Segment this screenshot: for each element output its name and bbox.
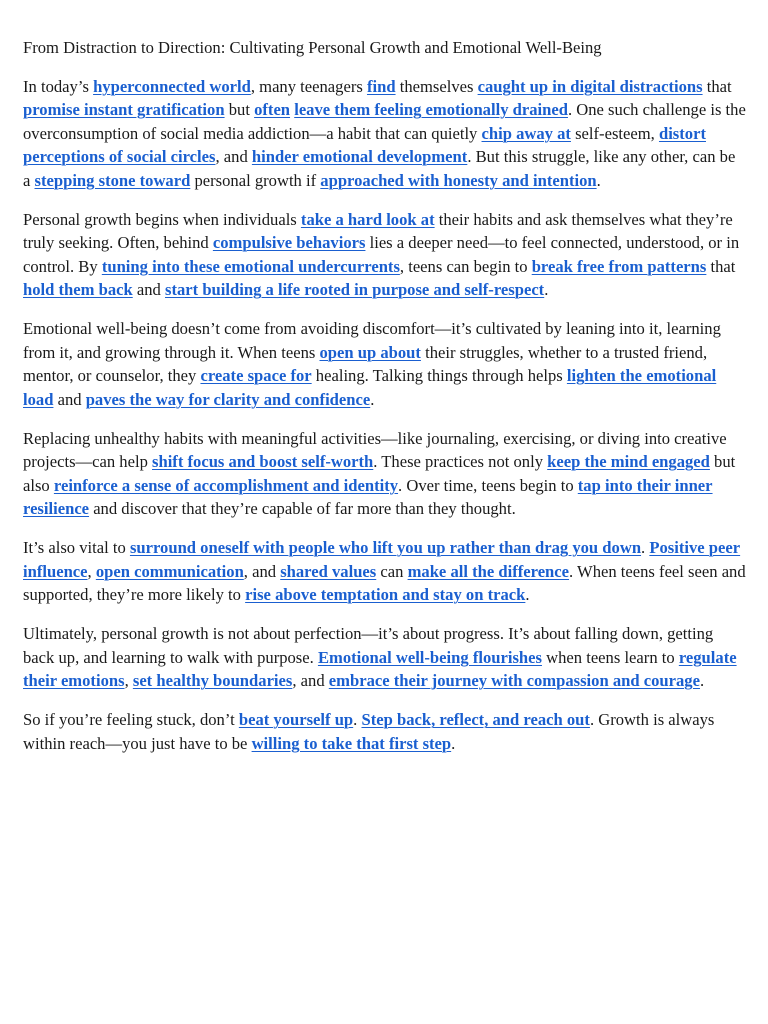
paragraph-text: . (596, 170, 601, 190)
paragraph-text: but also (23, 452, 736, 495)
paragraph (23, 317, 746, 411)
paragraph-text: So if you’re feeling stuck, don’t (23, 710, 239, 729)
paragraph (23, 536, 746, 607)
inline-link[interactable]: caught up in digital distractions (477, 76, 703, 96)
paragraph-text: , and (292, 671, 329, 690)
paragraph-text: . (544, 280, 549, 299)
paragraph (23, 708, 746, 755)
paragraph-text: It’s also vital to (23, 538, 130, 557)
inline-link[interactable]: hyperconnected world (93, 76, 251, 96)
inline-link[interactable]: create space for (200, 366, 312, 385)
paragraph-text: , and (243, 561, 281, 581)
inline-link[interactable]: Step back, reflect, and reach out (361, 710, 590, 729)
inline-link[interactable]: compulsive behaviors (212, 233, 366, 252)
paragraph-text: lies a deeper need—to feel connected, understood, or in control. By (23, 233, 740, 276)
inline-link[interactable]: make all the difference (407, 561, 570, 581)
inline-link[interactable]: shared values (280, 561, 377, 581)
paragraph-text: but (224, 100, 255, 119)
inline-link[interactable]: take a hard look at (300, 209, 435, 229)
paragraph-text: . Over time, teens begin to (398, 475, 578, 495)
paragraph-text: In today’s (23, 76, 94, 96)
paragraph (23, 427, 746, 521)
paragraph-text: . But this struggle, like any other, can be a (23, 147, 736, 190)
paragraph-text: . (451, 733, 456, 753)
article-title: From Distraction to Direction: Cultivating Personal Growth and Emotional Well-Being (23, 38, 602, 57)
paragraph-text: . (699, 671, 705, 690)
paragraph-text: . (370, 389, 375, 409)
paragraph-text: themselves (395, 76, 478, 96)
inline-link[interactable]: break free from patterns (531, 256, 707, 276)
paragraph-text: healing. Talking things through helps (311, 366, 567, 385)
paragraph-text: . One such challenge is the overconsumption of social media addiction—a habit that can quietly (23, 100, 746, 143)
paragraph-text: can (376, 561, 408, 581)
paragraph-text: and discover that they’re capable of far more than they thought. (89, 499, 516, 518)
paragraph-text: and (132, 280, 165, 299)
inline-link[interactable]: start building a life rooted in purpose and self-respect (165, 280, 545, 299)
inline-link[interactable]: regulate their emotions (23, 647, 737, 690)
paragraph-text: and (53, 389, 86, 409)
inline-link[interactable]: leave them feeling emotionally drained (294, 100, 568, 119)
inline-link[interactable]: distort perceptions of social circles (23, 123, 706, 166)
paragraph-text: . (641, 538, 650, 557)
paragraph-text: Personal growth begins when individuals (23, 209, 301, 229)
inline-link[interactable]: approached with honesty and intention (320, 170, 597, 190)
article-body (23, 75, 746, 756)
paragraph-text: personal growth if (190, 170, 321, 190)
paragraph-text: their habits and ask themselves what they’re truly seeking. Often, behind (23, 209, 733, 252)
paragraph (23, 208, 746, 302)
paragraph-text: . When teens feel seen and supported, they’re more likely to (23, 561, 746, 604)
inline-link[interactable]: open communication (95, 561, 244, 581)
paragraph-text: that (702, 76, 732, 96)
inline-link[interactable]: embrace their journey with compassion and courage (328, 671, 700, 690)
paragraph-text: Replacing unhealthy habits with meaningful activities—like journaling, exercising, or diving into creative projects—can help (23, 428, 727, 471)
paragraph-text: , many teenagers (250, 76, 367, 96)
paragraph-text: Emotional well-being doesn’t come from avoiding discomfort—it’s cultivated by leaning into it, learning from it, and growing through it. When teens (23, 319, 721, 362)
inline-link[interactable]: chip away at (481, 123, 571, 143)
inline-link[interactable]: shift focus and boost self-worth (152, 452, 374, 471)
paragraph-text: when teens learn to (541, 647, 679, 667)
paragraph-text: , (87, 561, 96, 581)
inline-link[interactable]: beat yourself up (238, 710, 354, 729)
inline-link[interactable]: lighten the emotional load (23, 366, 717, 409)
inline-link[interactable]: Positive peer influence (23, 538, 741, 581)
paragraph (23, 75, 746, 193)
paragraph-text: . (353, 710, 362, 729)
paragraph-text: . These practices not only (373, 452, 548, 471)
inline-link[interactable]: set healthy boundaries (132, 671, 293, 690)
paragraph-text: . Growth is always within reach—you just have to be (23, 710, 715, 753)
inline-link[interactable]: hinder emotional development (251, 147, 468, 166)
inline-link[interactable]: tap into their inner resilience (23, 475, 713, 518)
inline-link[interactable]: rise above temptation and stay on track (245, 585, 526, 604)
inline-link[interactable]: promise instant gratification (23, 100, 225, 119)
paragraph-text: their struggles, whether to a trusted friend, mentor, or counselor, they (23, 342, 708, 385)
paragraph-text: , (124, 671, 133, 690)
paragraph-text: that (706, 256, 736, 276)
inline-link[interactable]: open up about (319, 342, 421, 362)
paragraph (23, 622, 746, 693)
paragraph-text: Ultimately, personal growth is not about perfection—it’s about progress. It’s about falling down, getting back up, and learning to walk with purpose. (23, 624, 714, 667)
inline-link[interactable]: hold them back (23, 280, 133, 299)
paragraph-text: . (525, 585, 530, 604)
inline-link[interactable]: often (254, 100, 291, 119)
inline-link[interactable]: Emotional well-being flourishes (317, 647, 542, 667)
paragraph-text: self-esteem, (570, 123, 659, 143)
inline-link[interactable]: stepping stone toward (34, 170, 191, 190)
inline-link[interactable]: keep the mind engaged (547, 452, 710, 471)
inline-link[interactable]: tuning into these emotional undercurrents (101, 256, 400, 276)
inline-link[interactable]: paves the way for clarity and confidence (85, 389, 371, 409)
paragraph-text: , and (215, 147, 252, 166)
article (23, 36, 746, 755)
inline-link[interactable]: willing to take that first step (251, 733, 452, 753)
inline-link[interactable]: reinforce a sense of accomplishment and identity (53, 475, 399, 495)
paragraph-text: , teens can begin to (399, 256, 532, 276)
inline-link[interactable]: surround oneself with people who lift you up rather than drag you down (129, 538, 642, 557)
inline-link[interactable]: find (366, 76, 396, 96)
